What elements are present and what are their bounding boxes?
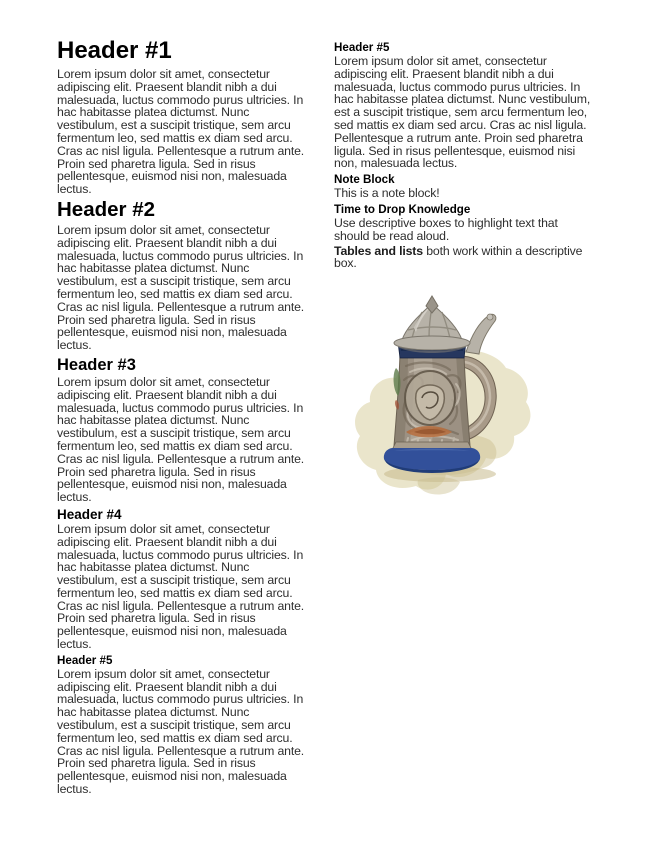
body-paragraph-1: Lorem ipsum dolor sit amet, consectetur adipiscing elit. Praesent blandit nibh a dui malesuada, luctus commodo purus ultricies. In hac habitasse platea dictumst. Nunc vestibulum, est a suscipit tristique, sem arcu fermentum leo, sed mattis ex diam sed arcu. Cras ac nisl ligula. Pellentesque a rutrum ante. Proin sed pharetra ligula. Sed in risus pellentesque, euismod nisi non, malesuada lectus. [57,67,305,197]
stein-lid-rim [394,336,470,350]
right-column [334,38,594,272]
body-paragraph-2: Lorem ipsum dolor sit amet, consectetur adipiscing elit. Praesent blandit nibh a dui malesuada, luctus commodo purus ultricies. In hac habitasse platea dictumst. Nunc vestibulum, est a suscipit tristique, sem arcu fermentum leo, sed mattis ex diam sed arcu. Cras ac nisl ligula. Pellentesque a rutrum ante. Proin sed pharetra ligula. Sed in risus pellentesque, euismod nisi non, malesuada lectus. [57,222,305,353]
heading-1: Header #1 [57,37,172,64]
heading-3: Header #3 [57,355,136,374]
tables-note [334,245,594,271]
body-paragraph-6: Lorem ipsum dolor sit amet, consectetur adipiscing elit. Praesent blandit nibh a dui malesuada, luctus commodo purus ultricies. In hac habitasse platea dictumst. Nunc vestibulum, est a suscipit tristique, sem arcu fermentum leo, sed mattis ex diam sed arcu. Cras ac nisl ligula. Pellentesque a rutrum ante. Proin sed pharetra ligula. Sed in risus pellentesque, euismod nisi non, malesuada lectus. [334,54,591,171]
heading-2: Header #2 [57,197,156,221]
heading-4: Header #4 [57,506,122,522]
note-block-text: This is a note block! [334,186,440,201]
knowledge-text: Use descriptive boxes to highlight text that should be read aloud. [334,215,558,243]
body-paragraph-5: Lorem ipsum dolor sit amet, consectetur adipiscing elit. Praesent blandit nibh a dui malesuada, luctus commodo purus ultricies. In hac habitasse platea dictumst. Nunc vestibulum, est a suscipit tristique, sem arcu fermentum leo, sed mattis ex diam sed arcu. Cras ac nisl ligula. Pellentesque a rutrum ante. Proin sed pharetra ligula. Sed in risus pellentesque, euismod nisi non, malesuada lectus. [57,666,305,797]
tables-note-bold: Tables and lists [334,243,423,258]
heading-5-right: Header #5 [334,41,390,54]
beer-stein-illustration [348,294,538,500]
note-block-label: Note Block [334,173,395,187]
body-paragraph-4: Lorem ipsum dolor sit amet, consectetur adipiscing elit. Praesent blandit nibh a dui malesuada, luctus commodo purus ultricies. In hac habitasse platea dictumst. Nunc vestibulum, est a suscipit tristique, sem arcu fermentum leo, sed mattis ex diam sed arcu. Cras ac nisl ligula. Pellentesque a rutrum ante. Proin sed pharetra ligula. Sed in risus pellentesque, euismod nisi non, malesuada lectus. [57,521,305,652]
tables-note-rest: both work within a descriptive box. [334,243,583,271]
heading-5-left: Header #5 [57,653,113,667]
knowledge-label: Time to Drop Knowledge [334,202,471,216]
stein-lever-knob [487,314,493,320]
left-column [57,38,313,798]
stein-thumb-lever [466,314,496,354]
body-paragraph-3: Lorem ipsum dolor sit amet, consectetur adipiscing elit. Praesent blandit nibh a dui malesuada, luctus commodo purus ultricies. In hac habitasse platea dictumst. Nunc vestibulum, est a suscipit tristique, sem arcu fermentum leo, sed mattis ex diam sed arcu. Cras ac nisl ligula. Pellentesque a rutrum ante. Proin sed pharetra ligula. Sed in risus pellentesque, euismod nisi non, malesuada lectus. [57,374,305,505]
